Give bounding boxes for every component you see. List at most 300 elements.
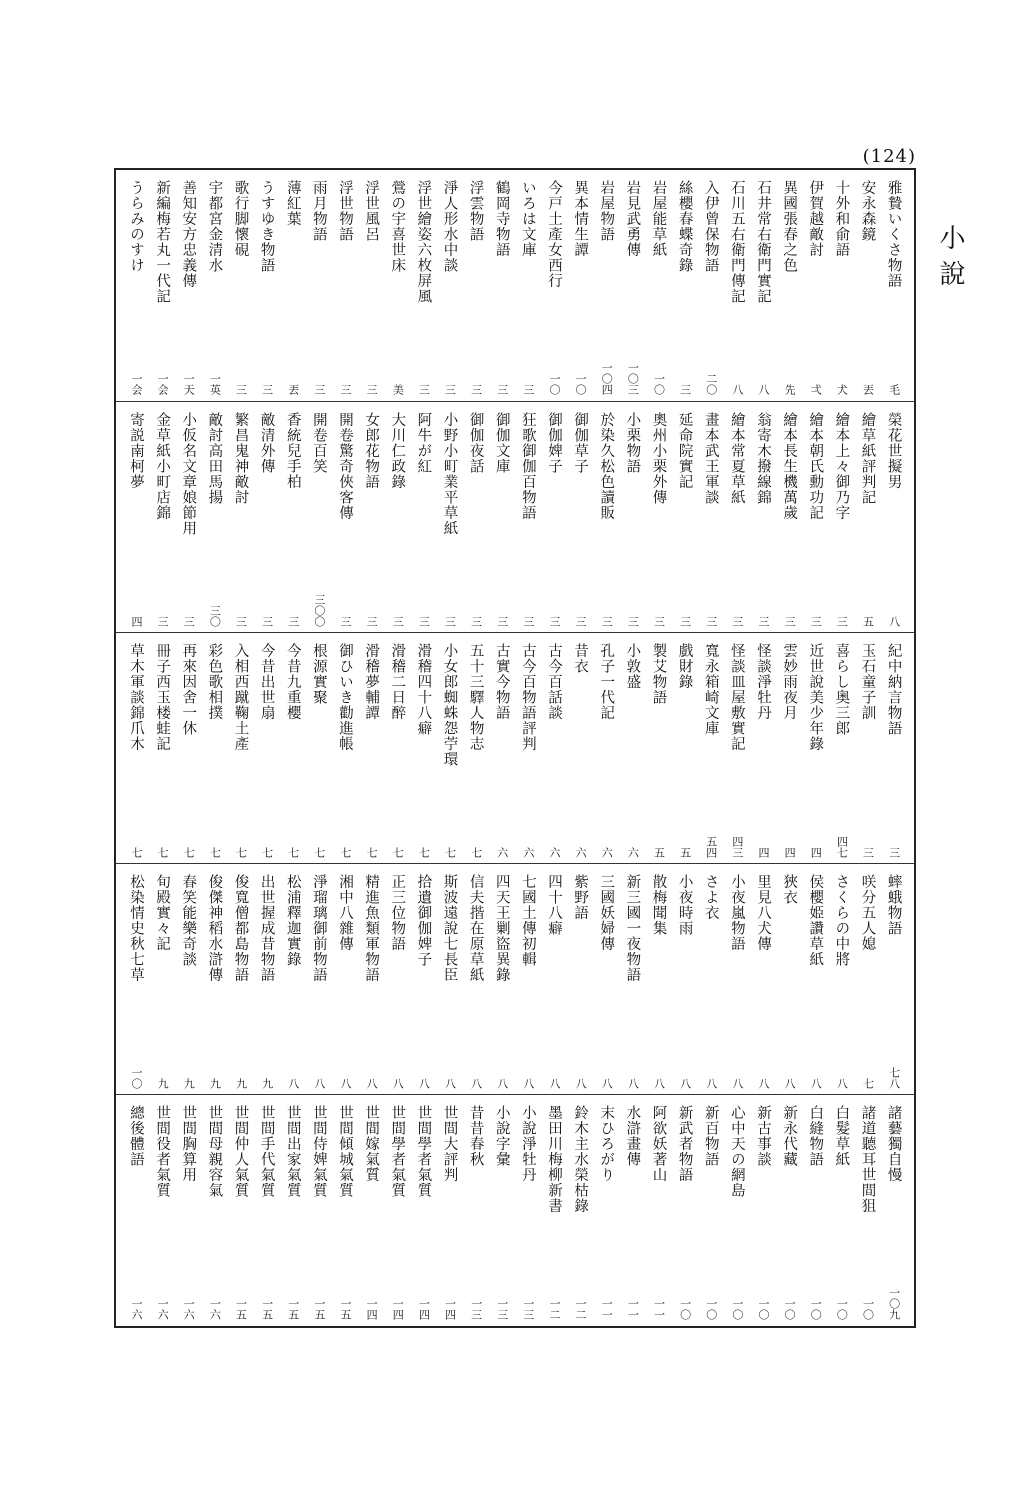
entry-title: 正三位物語 [389, 874, 406, 952]
entry-title: 金草紙小町店錦 [154, 412, 171, 521]
entry-page: 一六 [156, 1298, 170, 1320]
entry-title: 世間胸算用 [180, 1105, 197, 1183]
index-entry [411, 633, 435, 864]
entry-title: 四天王剿盜異錄 [493, 874, 510, 983]
entry-title: 於染久松色讀販 [598, 412, 615, 521]
index-entry [255, 170, 279, 401]
entry-page: 三 [600, 616, 614, 627]
entry-title: 水滸畫傳 [624, 1105, 641, 1167]
entry-page: 七 [365, 847, 379, 858]
entry-title: 小夜時雨 [676, 874, 693, 936]
entry-page: 三 [365, 616, 379, 627]
entry-title: 世間手代氣質 [258, 1105, 275, 1198]
entry-page: 三 [757, 616, 770, 627]
entry-title: 小栗物語 [624, 412, 641, 474]
entry-title: 鶯の宇喜世床 [389, 180, 406, 273]
index-entry [516, 1095, 540, 1326]
entry-page: 一三 [495, 1298, 509, 1320]
entry-page: 八 [757, 1078, 770, 1089]
index-entry [594, 1095, 618, 1326]
entry-page: 三 [339, 384, 352, 395]
entry-page: 七 [312, 847, 326, 858]
entry-title: 御ひいき勸進帳 [337, 643, 353, 752]
entry-page: 一〇四 [600, 362, 614, 395]
index-entry [594, 170, 618, 401]
entry-title: 今昔九重櫻 [284, 643, 301, 721]
entry-page: 七 [182, 847, 196, 858]
index-entry [594, 864, 618, 1095]
entry-title: 俊傑神稻水滸傳 [206, 874, 223, 983]
entry-page: 三 [495, 616, 509, 627]
entry-title: 喜らし奥三郎 [833, 643, 850, 736]
entry-title: 新編梅若丸一代記 [154, 180, 171, 304]
index-entry [803, 1095, 827, 1326]
entry-page: 八 [809, 1078, 823, 1089]
entry-page: 一六 [130, 1298, 143, 1320]
entry-page: 九 [156, 1078, 170, 1089]
entry-title: 榮花世擬男 [885, 412, 902, 490]
entry-page: 一〇 [574, 373, 588, 395]
entry-page: 七 [260, 847, 274, 858]
entry-title: 阿牛が紅 [415, 412, 432, 474]
entry-title: 散梅聞集 [650, 874, 667, 936]
entry-title: 冊子西玉楼蛙記 [154, 643, 171, 752]
entry-title: 古今百物語評判 [519, 643, 536, 752]
entry-title: 草木軍談錦爪木 [128, 643, 144, 752]
index-entry [516, 864, 540, 1095]
entry-columns [116, 170, 914, 401]
entry-title: 近世說美少年錄 [807, 643, 824, 752]
entry-page: 三 [260, 384, 274, 395]
entry-title: 繪草紙評判記 [859, 412, 876, 505]
index-entry [307, 633, 331, 864]
entry-page: 弌 [809, 384, 823, 395]
index-entry [751, 864, 775, 1095]
index-entry [882, 402, 906, 633]
entry-page: 一一 [626, 1298, 640, 1320]
entry-title: 善知安方忠義傳 [180, 180, 197, 289]
entry-title: 歌行脚懷硯 [232, 180, 249, 258]
entry-page: 七 [391, 847, 405, 858]
entry-title: 敵清外傳 [258, 412, 275, 474]
entry-title: 岩見武勇傳 [624, 180, 641, 258]
entry-title: 雨月物語 [310, 180, 327, 242]
entry-title: 鶴岡寺物語 [493, 180, 510, 258]
entry-title: 世間學者氣質 [415, 1105, 432, 1198]
entry-title: うらみのすけ [128, 180, 144, 273]
entry-page: 三 [260, 616, 274, 627]
index-entry [385, 170, 409, 401]
index-entry [333, 402, 357, 633]
index-entry [647, 402, 671, 633]
index-entry [620, 633, 644, 864]
entry-title: 繪本常夏草紙 [728, 412, 745, 505]
entry-title: 滑稽夢輔譚 [363, 643, 380, 721]
entry-columns [116, 1095, 914, 1326]
index-entry [725, 1095, 749, 1326]
entry-title: 敵討高田馬揚 [206, 412, 223, 505]
index-entry [176, 864, 200, 1095]
entry-page: 三 [182, 616, 196, 627]
entry-page: 一三 [469, 1298, 483, 1320]
index-entry [281, 633, 305, 864]
entry-title: 彩色歌相撲 [206, 643, 223, 721]
entry-title: 奧州小栗外傳 [650, 412, 667, 505]
entry-page: 一会 [130, 373, 143, 395]
entry-page: 八 [574, 1078, 588, 1089]
entry-title: 世間傾城氣質 [337, 1105, 353, 1198]
index-entry [777, 633, 801, 864]
entry-title: 世間仲人氣質 [232, 1105, 249, 1198]
entry-title: うすゆき物語 [258, 180, 275, 273]
entry-title: 玉石童子訓 [859, 643, 876, 721]
page-number: (124) [862, 146, 916, 167]
index-entry [464, 402, 488, 633]
entry-page: 八 [521, 1078, 535, 1089]
entry-page: 五 [678, 847, 692, 858]
entry-page: 一〇 [652, 373, 666, 395]
index-entry [464, 170, 488, 401]
entry-page: 八 [652, 1078, 666, 1089]
index-entry [620, 402, 644, 633]
index-entry [124, 633, 148, 864]
entry-title: 孔子一代記 [598, 643, 615, 721]
index-entry [647, 864, 671, 1095]
entry-page: 犬 [835, 384, 849, 395]
index-entry [490, 1095, 514, 1326]
index-entry [307, 1095, 331, 1326]
entry-title: 滑稽四十八癖 [415, 643, 432, 736]
entry-title: 里見八犬傳 [755, 874, 771, 952]
index-entry [229, 1095, 253, 1326]
index-band [116, 632, 914, 864]
entry-title: 入相西蹴鞠土產 [232, 643, 249, 752]
index-entry [803, 864, 827, 1095]
index-table [114, 168, 916, 1328]
entry-page: 八 [469, 1078, 483, 1089]
index-entry [751, 170, 775, 401]
entry-page: 一〇 [861, 1298, 875, 1320]
entry-title: 再來因舍一休 [180, 643, 197, 736]
entry-title: 開卷驚奇俠客傳 [337, 412, 353, 521]
index-entry [438, 170, 462, 401]
entry-title: 七國土傳初輯 [519, 874, 536, 967]
entry-title: 末ひろがり [598, 1105, 615, 1183]
entry-page: 一〇 [730, 1298, 744, 1320]
entry-title: さくらの中將 [833, 874, 850, 967]
index-entry [385, 1095, 409, 1326]
index-entry [385, 402, 409, 633]
index-entry [359, 402, 383, 633]
index-entry [856, 1095, 880, 1326]
entry-title: 出世握成昔物語 [258, 874, 275, 983]
index-entry [542, 402, 566, 633]
entry-page: 七 [156, 847, 170, 858]
entry-page: 一〇 [704, 1298, 718, 1320]
index-entry [385, 864, 409, 1095]
entry-title: 浮世物語 [337, 180, 353, 242]
index-entry [359, 170, 383, 401]
index-entry [699, 864, 723, 1095]
entry-title: 繪本朝氏勳功記 [807, 412, 824, 521]
index-entry [542, 633, 566, 864]
entry-page: 三 [521, 384, 535, 395]
entry-page: 一〇 [678, 1298, 692, 1320]
entry-columns [116, 633, 914, 864]
entry-title: 宇都宮金清水 [206, 180, 223, 273]
index-entry [699, 633, 723, 864]
index-entry [751, 633, 775, 864]
index-entry [829, 864, 853, 1095]
index-entry [856, 170, 880, 401]
entry-columns [116, 402, 914, 633]
index-entry [673, 170, 697, 401]
entry-title: 雲妙雨夜月 [781, 643, 798, 721]
entry-page: 三 [626, 616, 640, 627]
entry-page: 一五 [312, 1298, 326, 1320]
index-entry [281, 170, 305, 401]
entry-title: 信夫揩在原草紙 [467, 874, 484, 983]
entry-title: 諸藝獨自慢 [885, 1105, 902, 1183]
entry-title: 古實今物語 [493, 643, 510, 721]
index-entry [255, 1095, 279, 1326]
entry-page: 一二 [574, 1298, 588, 1320]
index-entry [803, 170, 827, 401]
index-entry [620, 170, 644, 401]
index-entry [725, 864, 749, 1095]
entry-page: 八 [417, 1078, 431, 1089]
index-entry [490, 170, 514, 401]
entry-page: 七 [130, 847, 143, 858]
entry-title: 怪談淨牡丹 [755, 643, 771, 721]
entry-title: 繪本長生機萬歲 [781, 412, 798, 521]
index-entry [882, 170, 906, 401]
entry-page: 三 [417, 616, 431, 627]
index-entry [124, 864, 148, 1095]
entry-page: 三 [678, 384, 692, 395]
index-entry [281, 864, 305, 1095]
entry-page: 八 [443, 1078, 457, 1089]
entry-page: 一〇三 [626, 362, 640, 395]
index-entry [150, 1095, 174, 1326]
entry-title: 薄紅葉 [284, 180, 301, 227]
entry-title: 淨瑠璃御前物語 [310, 874, 327, 983]
index-entry [438, 402, 462, 633]
entry-page: 八 [835, 1078, 849, 1089]
index-entry [725, 633, 749, 864]
entry-page: 三〇〇 [312, 594, 326, 627]
index-entry [568, 864, 592, 1095]
index-entry [516, 402, 540, 633]
index-entry [882, 633, 906, 864]
entry-title: 開卷百笑 [310, 412, 327, 474]
entry-page: 七八 [887, 1067, 901, 1089]
entry-title: 狹衣 [781, 874, 798, 905]
index-entry [568, 402, 592, 633]
entry-page: 五 [861, 616, 875, 627]
entry-title: 小說字彙 [493, 1105, 510, 1167]
index-entry [202, 864, 226, 1095]
index-entry [464, 1095, 488, 1326]
entry-title: 怪談皿屋敷實記 [728, 643, 745, 752]
entry-page: 三 [548, 616, 561, 627]
entry-page: 一天 [182, 373, 196, 395]
entry-page: 四 [130, 616, 143, 627]
entry-page: 八 [495, 1078, 509, 1089]
index-entry [856, 864, 880, 1095]
index-entry [490, 633, 514, 864]
index-entry [699, 1095, 723, 1326]
index-entry [438, 864, 462, 1095]
index-entry [150, 170, 174, 401]
index-entry [333, 1095, 357, 1326]
entry-title: 小敦盛 [624, 643, 641, 690]
index-entry [333, 170, 357, 401]
entry-title: 翁寄木撥線錦 [755, 412, 771, 505]
entry-page: 七 [286, 847, 300, 858]
entry-page: 三 [286, 616, 300, 627]
entry-title: 阿欲妖著山 [650, 1105, 667, 1183]
entry-title: 世間出家氣質 [284, 1105, 301, 1198]
index-entry [229, 402, 253, 633]
entry-title: 女郎花物語 [363, 412, 380, 490]
index-entry [568, 1095, 592, 1326]
index-entry [856, 402, 880, 633]
entry-title: 岩屋能草紙 [650, 180, 667, 258]
index-entry [882, 1095, 906, 1326]
index-entry [359, 1095, 383, 1326]
entry-page: 一一 [600, 1298, 614, 1320]
entry-title: 入伊曾保物語 [702, 180, 719, 273]
index-entry [647, 633, 671, 864]
entry-title: 拾遺御伽婢子 [415, 874, 432, 967]
entry-page: 四三 [730, 836, 744, 858]
entry-page: 六 [626, 847, 640, 858]
entry-title: 安永森鏡 [859, 180, 876, 242]
entry-title: 白縫物語 [807, 1105, 824, 1167]
entry-page: 三 [887, 847, 901, 858]
entry-page: 八 [286, 1078, 300, 1089]
index-entry [516, 633, 540, 864]
entry-page: 八 [678, 1078, 692, 1089]
entry-title: 石井常右衛門實記 [755, 180, 771, 304]
entry-page: 一〇 [809, 1298, 823, 1320]
entry-page: 一〇 [130, 1067, 143, 1089]
entry-page: 三 [469, 384, 483, 395]
index-entry [699, 170, 723, 401]
entry-page: 一会 [156, 373, 170, 395]
index-band [116, 401, 914, 633]
index-entry [829, 1095, 853, 1326]
index-entry [359, 633, 383, 864]
entry-page: 一六 [182, 1298, 196, 1320]
entry-title: 新百物語 [702, 1105, 719, 1167]
entry-page: 三〇 [208, 605, 222, 627]
entry-title: 御伽夜話 [467, 412, 484, 474]
entry-title: 製艾物語 [650, 643, 667, 705]
entry-title: 淨人形水中談 [441, 180, 458, 273]
entry-page: 一六 [208, 1298, 222, 1320]
index-entry [829, 170, 853, 401]
entry-page: 九 [208, 1078, 222, 1089]
entry-title: 絲櫻春蝶奇錄 [676, 180, 693, 273]
entry-title: さよ衣 [702, 874, 719, 921]
entry-title: 根源實聚 [310, 643, 327, 705]
entry-title: 浮雲物語 [467, 180, 484, 242]
index-entry [647, 1095, 671, 1326]
entry-title: 岩屋物語 [598, 180, 615, 242]
entry-title: 繪本上々御乃字 [833, 412, 850, 521]
entry-title: 異國張春之色 [781, 180, 798, 273]
entry-page: 八 [757, 384, 770, 395]
entry-title: 五十三驛人物志 [467, 643, 484, 752]
entry-title: 十外和俞語 [833, 180, 850, 258]
entry-page: 三 [861, 847, 875, 858]
index-entry [202, 633, 226, 864]
index-entry [333, 864, 357, 1095]
entry-page: 四 [809, 847, 823, 858]
index-entry [542, 864, 566, 1095]
entry-page: 七 [234, 847, 248, 858]
index-entry [307, 864, 331, 1095]
entry-page: 一四 [417, 1298, 431, 1320]
entry-page: 一四 [443, 1298, 457, 1320]
entry-page: 三 [521, 616, 535, 627]
index-entry [411, 864, 435, 1095]
index-entry [856, 633, 880, 864]
entry-page: 三 [443, 616, 457, 627]
entry-page: 九 [260, 1078, 274, 1089]
entry-page: 八 [600, 1078, 614, 1089]
index-entry [411, 1095, 435, 1326]
entry-page: 三 [704, 616, 718, 627]
entry-title: 滑稽二日醉 [389, 643, 406, 721]
entry-page: 三 [835, 616, 849, 627]
entry-title: 昔衣 [572, 643, 589, 674]
entry-page: 三 [809, 616, 823, 627]
index-entry [673, 1095, 697, 1326]
entry-title: 鈴木主水榮枯錄 [572, 1105, 589, 1214]
entry-page: 一一 [652, 1298, 666, 1320]
entry-title: 世間役者氣質 [154, 1105, 171, 1198]
entry-page: 三 [652, 616, 666, 627]
index-entry [229, 633, 253, 864]
entry-title: 世間母親容氣 [206, 1105, 223, 1198]
entry-title: 世間學者氣質 [389, 1105, 406, 1198]
entry-title: 總後體語 [128, 1105, 144, 1167]
index-entry [229, 170, 253, 401]
index-band [116, 863, 914, 1095]
entry-page: 一〇 [783, 1298, 797, 1320]
entry-page: 一〇 [548, 373, 561, 395]
index-entry [176, 170, 200, 401]
entry-title: 旬殿實々記 [154, 874, 171, 952]
index-entry [202, 1095, 226, 1326]
index-entry [124, 170, 148, 401]
entry-page: 四 [783, 847, 797, 858]
entry-title: 蟀蛾物語 [885, 874, 902, 936]
index-entry [333, 633, 357, 864]
index-entry [150, 402, 174, 633]
entry-page: 五 [652, 847, 666, 858]
entry-page: 八 [548, 1078, 561, 1089]
index-entry [176, 402, 200, 633]
index-entry [673, 633, 697, 864]
entry-title: 松浦釋迦實錄 [284, 874, 301, 967]
entry-page: 七 [469, 847, 483, 858]
index-entry [777, 170, 801, 401]
entry-page: 一四 [365, 1298, 379, 1320]
